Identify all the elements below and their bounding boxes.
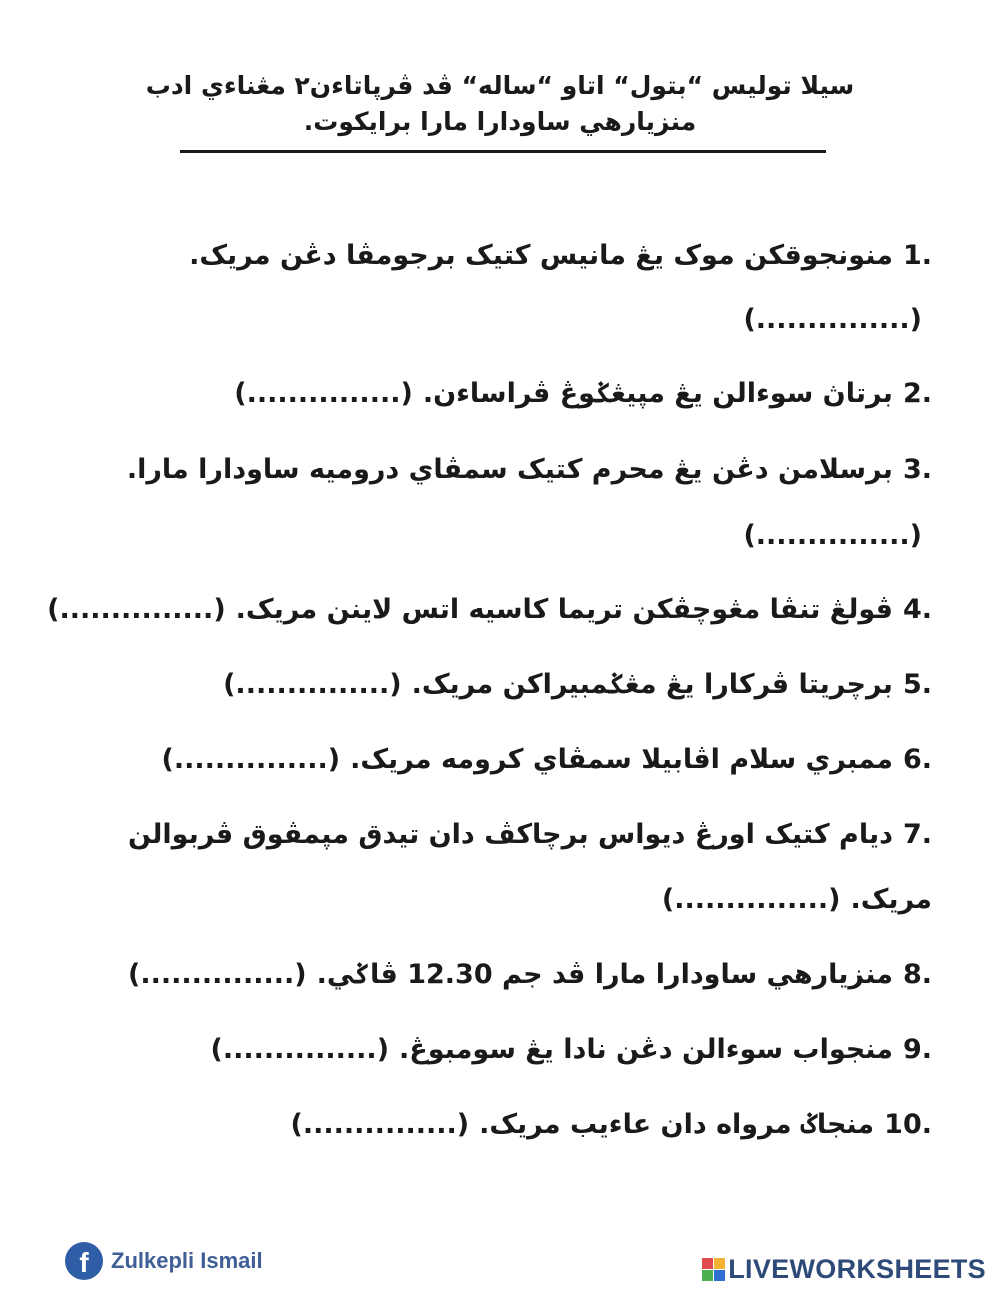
title-line-1: سيلا توليس “بتول“ اتاو “ساله“ ڤد ڤرپاتاءن٢ مڠناءي ادب <box>145 71 855 100</box>
answer-blank[interactable]: (...............) <box>223 669 402 700</box>
answer-blank[interactable]: (...............) <box>743 520 922 551</box>
question-number: 8. <box>902 959 932 990</box>
answer-line-3 <box>743 516 932 556</box>
question-text: ديام کتيک اورڠ ديواس برچاکڤ دان تيدق مپمڤوق ڤربوالن <box>127 819 893 850</box>
author-name: Zulkepli Ismail <box>111 1248 263 1273</box>
question-9 <box>211 1030 933 1070</box>
answer-blank[interactable]: (...............) <box>128 959 307 990</box>
question-text: ڤولڠ تنڤا مڠوچڤکن تريما کاسيه اتس لاينن مريک. <box>235 594 893 625</box>
author-credit <box>65 1241 263 1281</box>
answer-blank[interactable]: (...............) <box>161 744 341 775</box>
question-5 <box>223 665 932 705</box>
question-text: مريک. <box>850 884 932 915</box>
question-7 <box>128 815 932 855</box>
answer-line-1 <box>743 300 932 340</box>
question-4 <box>47 590 932 630</box>
question-2 <box>234 374 932 414</box>
answer-blank[interactable]: (...............) <box>47 594 226 625</box>
liveworksheets-brand <box>702 1252 986 1286</box>
answer-blank[interactable]: (...............) <box>210 1034 390 1065</box>
question-text: منونجوقكن موک يڠ مانيس کتيک برجومڤا دڠن مريک. <box>189 240 893 271</box>
question-number: 9. <box>902 1034 932 1065</box>
question-number: 7. <box>902 819 932 850</box>
question-number: 5. <box>902 669 932 700</box>
question-6 <box>162 740 932 780</box>
question-number: 1. <box>902 240 932 271</box>
question-text: برچريتا ڤرکارا يڠ مڠݢمبيراکن مريک. <box>411 669 893 700</box>
worksheet-title <box>100 68 900 140</box>
question-3 <box>127 450 932 490</box>
liveworksheets-logo-icon <box>702 1258 725 1281</box>
question-number: 6. <box>902 744 932 775</box>
title-underline <box>180 150 826 153</box>
question-text: برسلامن دڠن يڠ محرم کتيک سمڤاي دروميه ساودارا مارا. <box>126 454 893 485</box>
title-line-2: منزيارهي ساودارا مارا برايكوت. <box>303 107 697 136</box>
question-number: 10. <box>884 1109 932 1140</box>
question-text: برتاڽ سوءالن يڠ مپيڠݢوڠ ڤراساءن. <box>422 378 893 409</box>
answer-blank[interactable]: (...............) <box>661 884 841 915</box>
facebook-icon: f <box>65 1242 103 1280</box>
question-number: 2. <box>902 378 932 409</box>
question-text: منجاݢ مرواه دان عاءيب مريک. <box>479 1109 875 1140</box>
answer-blank[interactable]: (...............) <box>290 1109 470 1140</box>
answer-blank[interactable]: (...............) <box>234 378 413 409</box>
question-8 <box>128 955 932 995</box>
question-number: 3. <box>902 454 932 485</box>
answer-blank[interactable]: (...............) <box>743 304 922 335</box>
question-text: ممبري سلام اڤابيلا سمڤاي کرومه مريک. <box>350 744 893 775</box>
question-7-continued <box>662 880 932 920</box>
question-10 <box>291 1105 932 1145</box>
question-text: منجواب سوءالن دڠن نادا يڠ سومبوڠ. <box>399 1034 893 1065</box>
question-1 <box>189 236 932 276</box>
question-text: منزيارهي ساودارا مارا ڤد جم 12.30 ڤاݢي. <box>316 959 893 990</box>
brand-name: LIVEWORKSHEETS <box>728 1253 986 1284</box>
question-number: 4. <box>902 594 932 625</box>
